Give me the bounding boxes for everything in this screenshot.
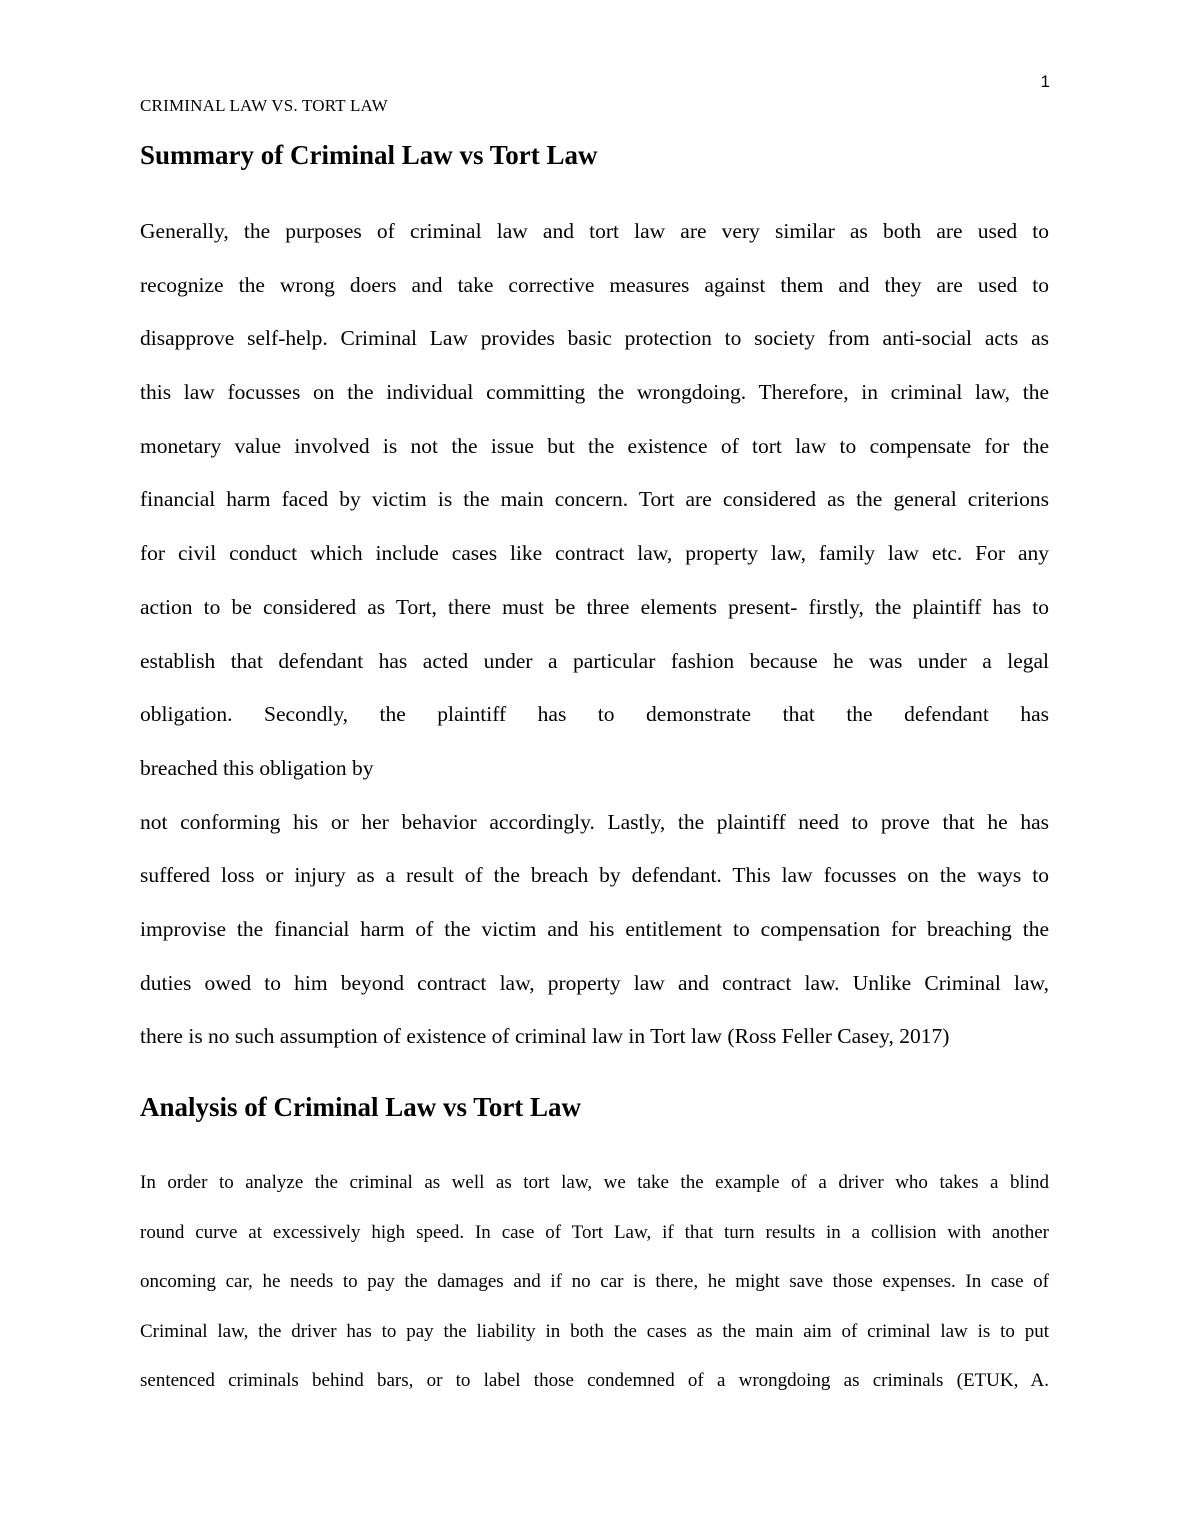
paragraph-line: oncoming car, he needs to pay the damages and if no car is there, he might save those expenses. In case of — [140, 1271, 1049, 1292]
paragraph-line: round curve at excessively high speed. In case of Tort Law, if that turn results in a collision with another — [140, 1221, 1049, 1243]
paragraph-line: monetary value involved is not the issue but the existence of tort law to compensate for the — [140, 433, 1049, 458]
paragraph-line: there is no such assumption of existence of criminal law in Tort law (Ross Feller Casey, 2017) — [140, 1024, 950, 1049]
paragraph-line: obligation. Secondly, the plaintiff has to demonstrate that the defendant has — [140, 702, 1049, 727]
paragraph-line: not conforming his or her behavior accordingly. Lastly, the plaintiff need to prove that he has — [140, 809, 1049, 834]
paragraph-line: disapprove self-help. Criminal Law provides basic protection to society from anti-social acts as — [140, 326, 1049, 351]
page-number: 1 — [1040, 72, 1050, 91]
section-heading-summary: Summary of Criminal Law vs Tort Law — [140, 140, 598, 170]
analysis-paragraph — [140, 1168, 1049, 1416]
paragraph-line: suffered loss or injury as a result of the breach by defendant. This law focusses on the ways to — [140, 863, 1049, 888]
paragraph-line: Criminal law, the driver has to pay the liability in both the cases as the main aim of criminal law is to put — [140, 1320, 1049, 1342]
paragraph-line: recognize the wrong doers and take corrective measures against them and they are used to — [140, 272, 1049, 297]
section-heading-analysis: Analysis of Criminal Law vs Tort Law — [140, 1092, 582, 1122]
paragraph-line: establish that defendant has acted under a particular fashion because he was under a legal — [140, 648, 1049, 673]
paragraph-line: for civil conduct which include cases like contract law, property law, family law etc. For any — [140, 541, 1049, 566]
paragraph-line: duties owed to him beyond contract law, property law and contract law. Unlike Criminal law, — [140, 970, 1049, 995]
paragraph-line: improvise the financial harm of the victim and his entitlement to compensation for breaching the — [140, 916, 1049, 941]
paragraph-line: sentenced criminals behind bars, or to label those condemned of a wrongdoing as criminals (ETUK, A. — [140, 1370, 1049, 1391]
running-head: CRIMINAL LAW VS. TORT LAW — [140, 96, 388, 115]
paragraph-line: In order to analyze the criminal as well as tort law, we take the example of a driver who takes a blind — [140, 1172, 1049, 1193]
paragraph-line: this law focusses on the individual committing the wrongdoing. Therefore, in criminal law, the — [140, 380, 1049, 405]
paragraph-line: financial harm faced by victim is the main concern. Tort are considered as the general criterions — [140, 487, 1049, 512]
paragraph-line: action to be considered as Tort, there must be three elements present- firstly, the plaintiff has to — [140, 594, 1049, 619]
paragraph-line: breached this obligation by — [140, 755, 374, 780]
summary-paragraph — [140, 214, 1049, 1073]
paragraph-line: Generally, the purposes of criminal law and tort law are very similar as both are used to — [140, 219, 1049, 243]
